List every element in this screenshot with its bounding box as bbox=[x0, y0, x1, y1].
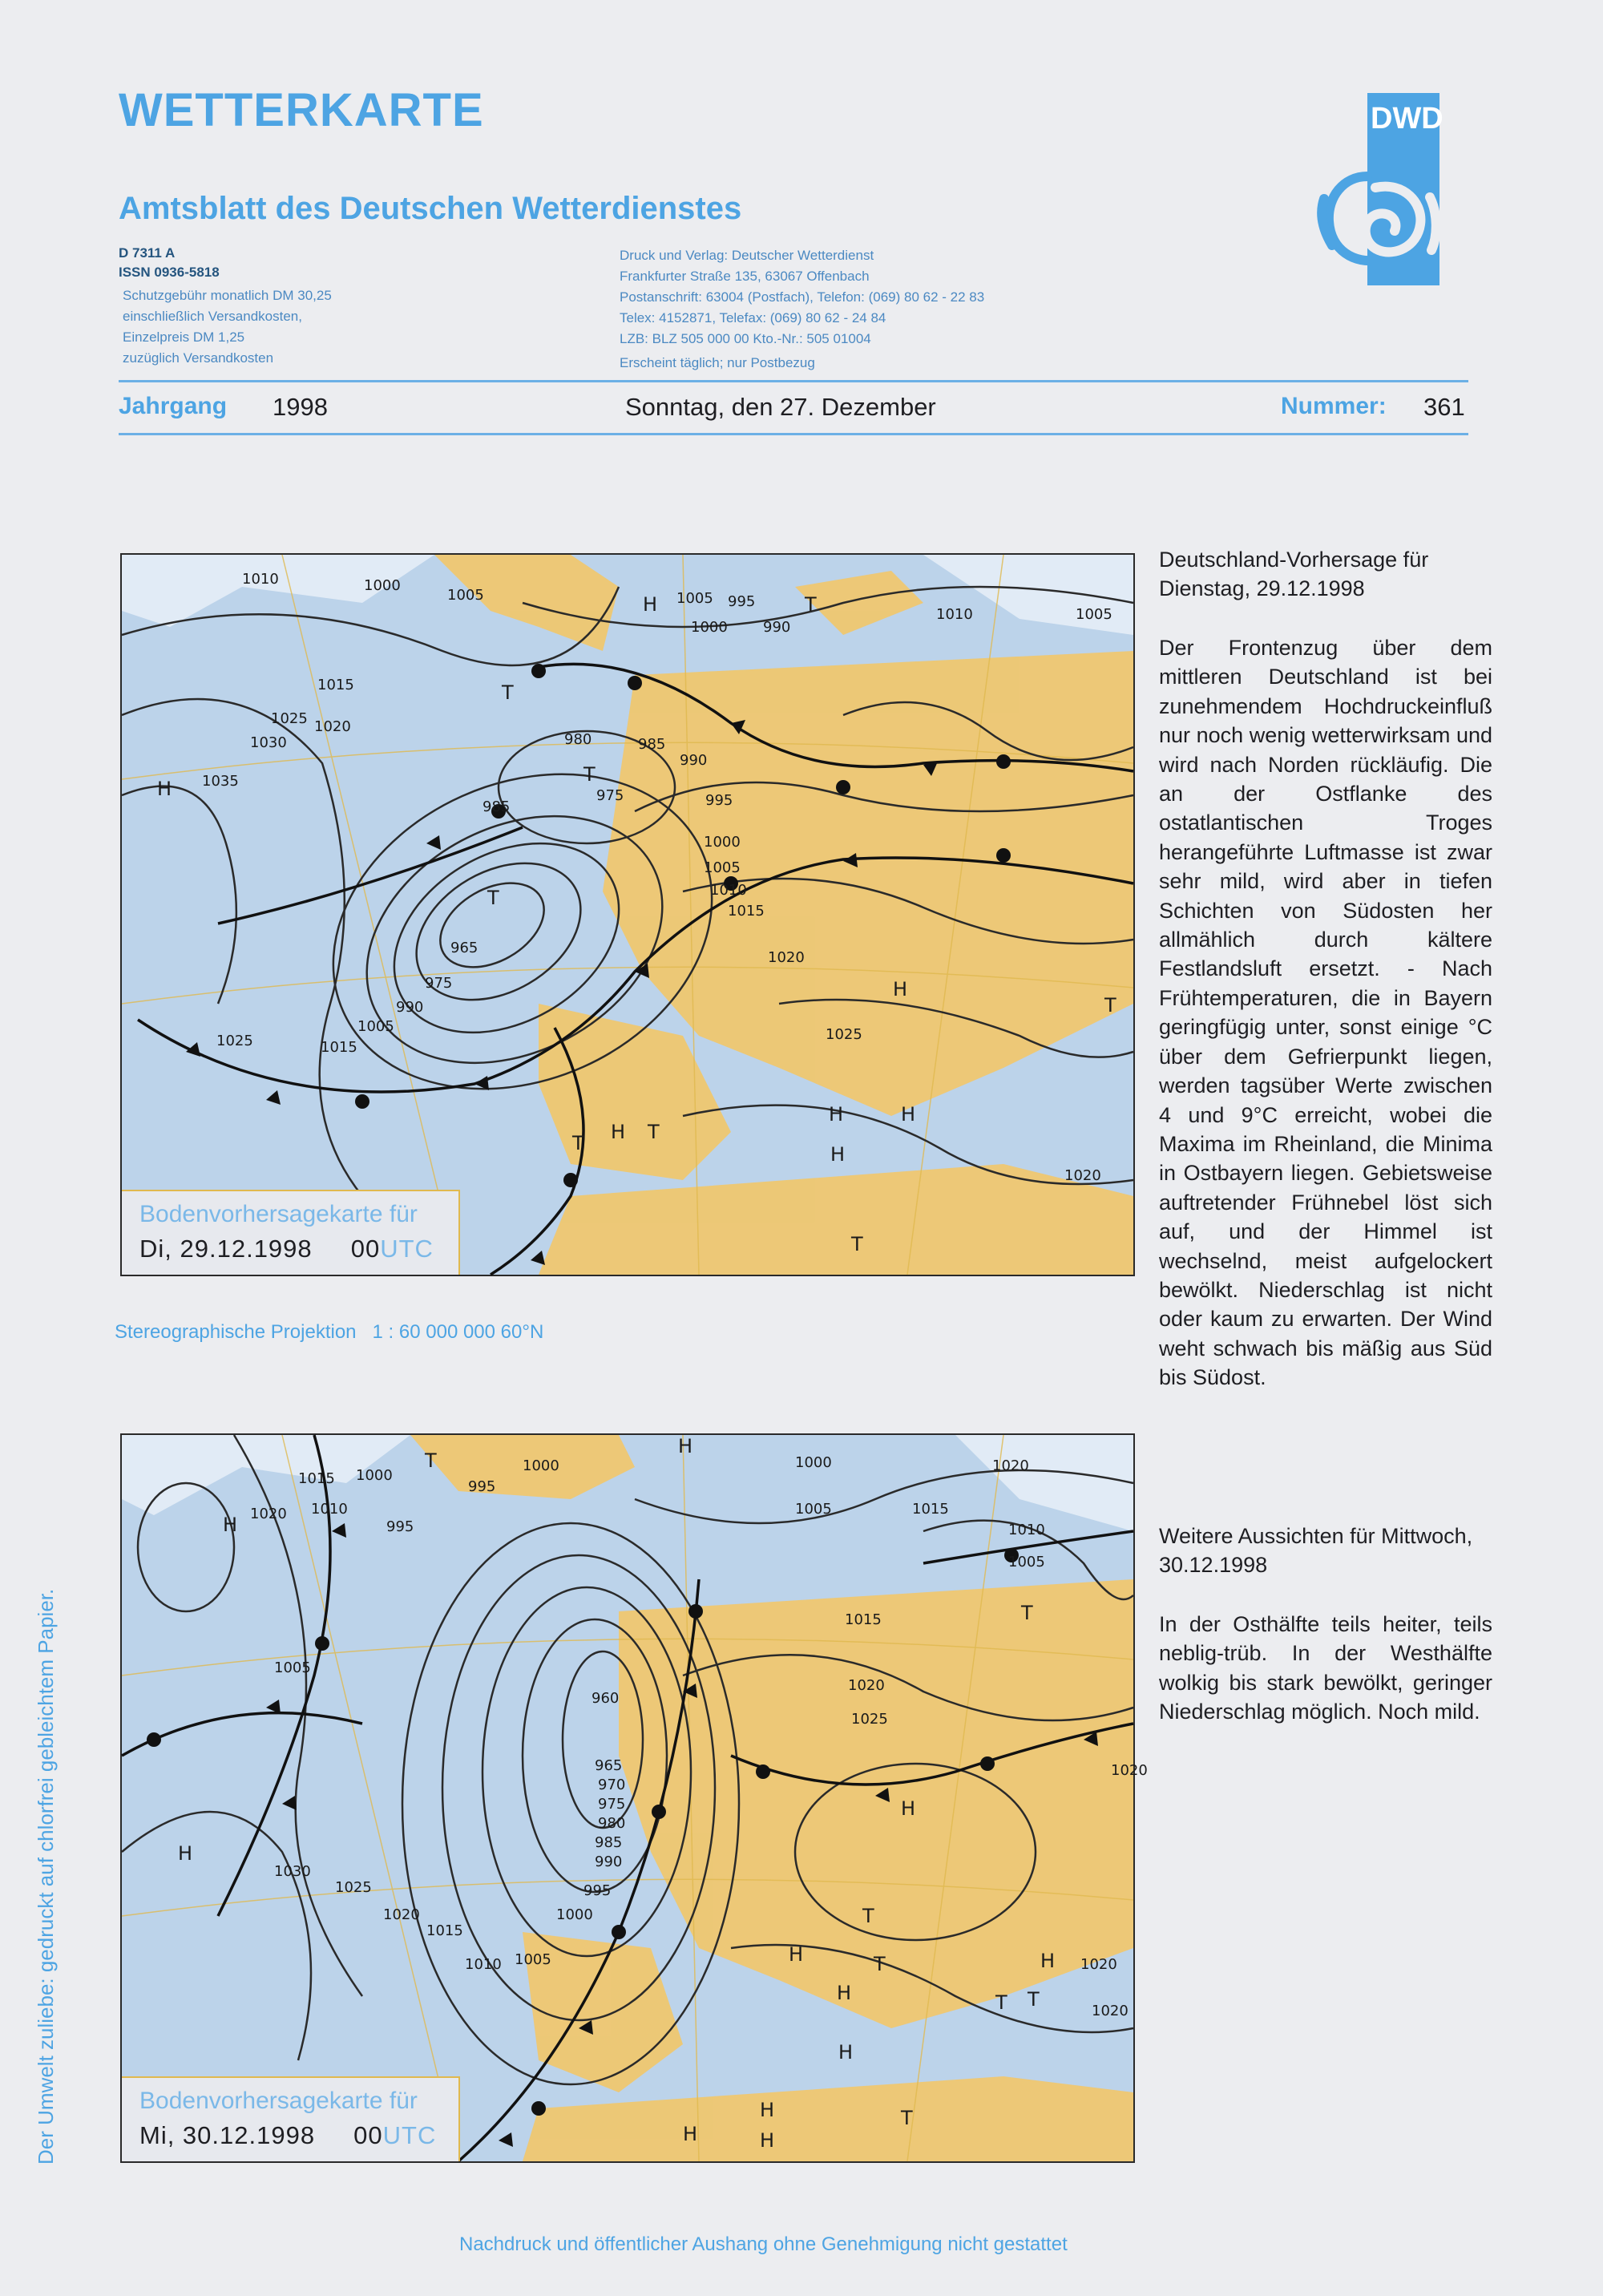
isobar-label: 1010 bbox=[242, 571, 279, 588]
dwd-logo bbox=[1319, 93, 1444, 285]
isobar-label: 1010 bbox=[936, 606, 973, 623]
publisher-line: Frankfurter Straße 135, 63067 Offenbach bbox=[620, 269, 870, 284]
isobar-label: 1015 bbox=[845, 1611, 882, 1628]
isobar-label: 1000 bbox=[364, 577, 401, 594]
pressure-center: H bbox=[837, 1982, 852, 2004]
pressure-center: T bbox=[1104, 994, 1116, 1017]
isobar-label: 1005 bbox=[1008, 1554, 1045, 1570]
map1-time: 00 bbox=[350, 1235, 381, 1263]
map2-date: Mi, 30.12.1998 bbox=[139, 2121, 316, 2149]
nummer-label: Nummer: bbox=[1281, 393, 1387, 419]
jahrgang-label: Jahrgang bbox=[119, 393, 228, 419]
isobar-label: 975 bbox=[425, 975, 453, 992]
pressure-center: H bbox=[789, 1943, 804, 1966]
isobar-label: 1005 bbox=[676, 590, 713, 607]
map2-time-unit: UTC bbox=[382, 2121, 437, 2149]
publisher-line: LZB: BLZ 505 000 00 Kto.-Nr.: 505 01004 bbox=[620, 331, 871, 346]
isobar-label: 1025 bbox=[271, 710, 308, 727]
environment-note: Der Umwelt zuliebe: gedruckt auf chlorfrei gebleichtem Papier. bbox=[34, 1588, 58, 2165]
isobar-label: 995 bbox=[583, 1882, 612, 1899]
isobar-label: 1015 bbox=[912, 1501, 949, 1518]
isobar-label: 995 bbox=[705, 792, 733, 809]
forecast2-heading: Weitere Aussichten für Mittwoch, 30.12.1998 bbox=[1159, 1524, 1473, 1578]
isobar-label: 1030 bbox=[250, 734, 287, 751]
pressure-center: T bbox=[805, 593, 817, 616]
isobar-label: 1015 bbox=[728, 903, 765, 920]
isobar-label: 1020 bbox=[1111, 1762, 1148, 1779]
projection-text: Stereographische Projektion bbox=[115, 1321, 357, 1343]
isobar-label: 975 bbox=[596, 787, 624, 804]
isobar-label: 1000 bbox=[523, 1457, 559, 1474]
isobar-label: 970 bbox=[598, 1777, 626, 1793]
isobar-label: 995 bbox=[386, 1518, 414, 1535]
forecast1-heading: Deutschland-Vorhersage für Dienstag, 29.12.1998 bbox=[1159, 548, 1429, 601]
pressure-center: H bbox=[893, 978, 908, 1000]
pressure-center: T bbox=[572, 1132, 584, 1154]
isobar-label: 985 bbox=[483, 798, 511, 815]
fee-line: Einzelpreis DM 1,25 bbox=[123, 329, 245, 345]
isobar-label: 980 bbox=[564, 731, 592, 748]
pressure-center: H bbox=[760, 2099, 775, 2121]
isobar-label: 1015 bbox=[298, 1470, 335, 1487]
isobar-label: 1005 bbox=[795, 1501, 832, 1518]
isobar-label: 1010 bbox=[710, 882, 747, 899]
issue-code: D 7311 A bbox=[119, 245, 176, 261]
rule-bottom bbox=[119, 433, 1468, 435]
issue-date: Sonntag, den 27. Dezember bbox=[625, 393, 936, 421]
isobar-label: 1020 bbox=[383, 1906, 420, 1923]
map2-drawing bbox=[122, 1435, 1148, 2161]
isobar-label: 1015 bbox=[321, 1039, 357, 1056]
fee-line: zuzüglich Versandkosten bbox=[123, 350, 274, 366]
isobar-label: 1025 bbox=[335, 1879, 372, 1896]
publisher-line: Druck und Verlag: Deutscher Wetterdienst bbox=[620, 248, 874, 263]
publication-frequency: Erscheint täglich; nur Postbezug bbox=[620, 355, 815, 370]
isobar-label: 1005 bbox=[1076, 606, 1112, 623]
pressure-center: H bbox=[178, 1842, 193, 1865]
pressure-center: H bbox=[223, 1514, 238, 1536]
isobar-label: 1035 bbox=[202, 773, 239, 790]
map1-caption-box bbox=[122, 1190, 460, 1275]
nummer-value: 361 bbox=[1423, 393, 1465, 421]
pressure-center: T bbox=[901, 2107, 913, 2129]
map2-valid-time bbox=[139, 2121, 436, 2150]
pressure-center: H bbox=[830, 1143, 846, 1166]
newspaper-title: WETTERKARTE bbox=[119, 84, 484, 136]
isobar-label: 985 bbox=[638, 736, 666, 753]
map1-caption: Bodenvorhersagekarte für bbox=[139, 1201, 418, 1227]
isobar-label: 1000 bbox=[556, 1906, 593, 1923]
fees-block bbox=[123, 285, 332, 369]
pressure-center: T bbox=[487, 887, 499, 909]
projection-note bbox=[115, 1321, 543, 1344]
isobar-label: 990 bbox=[763, 619, 791, 636]
jahrgang-value: 1998 bbox=[273, 393, 328, 421]
isobar-label: 1010 bbox=[311, 1501, 348, 1518]
pressure-center: H bbox=[829, 1103, 844, 1126]
pressure-center: T bbox=[425, 1449, 437, 1472]
isobar-label: 1005 bbox=[515, 1951, 551, 1968]
isobar-label: 1020 bbox=[768, 949, 805, 966]
newspaper-subtitle: Amtsblatt des Deutschen Wetterdienstes bbox=[119, 191, 742, 226]
map2-time: 00 bbox=[353, 2121, 383, 2149]
pressure-center: H bbox=[683, 2123, 698, 2145]
map2-caption: Bodenvorhersagekarte für bbox=[139, 2088, 418, 2114]
isobar-label: 965 bbox=[595, 1757, 623, 1774]
isobar-label: 960 bbox=[592, 1690, 620, 1707]
isobar-label: 1010 bbox=[1008, 1522, 1045, 1538]
rule-top bbox=[119, 380, 1468, 382]
forecast-map-tuesday bbox=[120, 553, 1135, 1276]
isobar-label: 995 bbox=[468, 1478, 496, 1495]
isobar-label: 1000 bbox=[795, 1454, 832, 1471]
pressure-center: H bbox=[901, 1103, 916, 1126]
publisher-line: Telex: 4152871, Telefax: (069) 80 62 - 24 84 bbox=[620, 310, 886, 325]
pressure-center: H bbox=[157, 778, 172, 800]
isobar-label: 1020 bbox=[1092, 2003, 1129, 2019]
isobar-label: 1020 bbox=[848, 1677, 885, 1694]
fee-line: Schutzgebühr monatlich DM 30,25 bbox=[123, 288, 332, 303]
isobar-label: 1005 bbox=[447, 587, 484, 604]
pressure-center: T bbox=[1021, 1602, 1033, 1624]
pressure-center: T bbox=[502, 681, 514, 704]
isobar-label: 990 bbox=[595, 1853, 623, 1870]
map1-time-unit: UTC bbox=[380, 1235, 434, 1263]
isobar-label: 1025 bbox=[826, 1026, 862, 1043]
isobar-label: 975 bbox=[598, 1796, 626, 1813]
isobar-label: 1025 bbox=[216, 1033, 253, 1049]
issn: ISSN 0936-5818 bbox=[119, 265, 220, 280]
pressure-center: H bbox=[611, 1121, 626, 1143]
projection-scale: 1 : 60 000 000 60°N bbox=[372, 1321, 544, 1343]
isobar-label: 1030 bbox=[274, 1863, 311, 1880]
isobar-label: 980 bbox=[598, 1815, 626, 1832]
isobar-label: 1020 bbox=[1080, 1956, 1117, 1973]
pressure-center: T bbox=[995, 1991, 1007, 2014]
isobar-label: 1000 bbox=[356, 1467, 393, 1484]
isobar-label: 965 bbox=[450, 940, 478, 956]
map1-valid-time bbox=[139, 1235, 434, 1263]
isobar-label: 1000 bbox=[691, 619, 728, 636]
copyright-footer: Nachdruck und öffentlicher Aushang ohne Genehmigung nicht gestattet bbox=[459, 2233, 1068, 2255]
isobar-label: 1010 bbox=[465, 1956, 502, 1973]
map1-drawing bbox=[122, 555, 1133, 1275]
isobar-label: 1015 bbox=[426, 1922, 463, 1939]
pressure-center: T bbox=[583, 763, 596, 786]
isobar-label: 985 bbox=[595, 1834, 623, 1851]
isobar-label: 1005 bbox=[274, 1659, 311, 1676]
isobar-label: 1020 bbox=[314, 718, 351, 735]
pressure-center: H bbox=[838, 2041, 854, 2064]
isobar-label: 1000 bbox=[704, 834, 741, 851]
pressure-center: T bbox=[1028, 1988, 1040, 2011]
isobar-label: 1020 bbox=[1064, 1167, 1101, 1184]
publisher-block bbox=[620, 245, 984, 350]
isobar-label: 990 bbox=[396, 999, 424, 1016]
forecast1-body: Der Frontenzug über dem mittleren Deutschland ist bei zunehmendem Hochdruckeinfluß nur noch wenig wetterwirksam und wird nach Norden rückläufig. Die an der Ostflanke des ostatlantischen Troges herangeführte Luftmasse ist zwar sehr mild, wird aber in tiefen Schichten von Südosten her allmählich durch kältere Festlandsluft ersetzt. - Nach Frühtemperaturen, die in Bayern geringfügig unter, sonst einige °C über dem Gefrierpunkt liegen, werden tagsüber Werte zwischen 4 und 9°C erreicht, wobei die Maxima im Rheinland, die Minima in Ostbayern liegen. Gebietsweise auftretender Frühnebel löst sich auf, und der Himmel ist wechselnd, meist aufgelockert bewölkt. Niederschlag ist nicht oder kaum zu erwarten. Der Wind weht schwach bis mäßig aus Süd bis Südost. bbox=[1159, 636, 1492, 1390]
pressure-center: H bbox=[678, 1435, 693, 1457]
isobar-label: 995 bbox=[728, 593, 756, 610]
dwd-logo-text: DWD bbox=[1371, 102, 1444, 135]
map2-caption-box bbox=[122, 2076, 460, 2161]
isobar-label: 1025 bbox=[851, 1711, 888, 1728]
isobar-label: 1020 bbox=[992, 1457, 1029, 1474]
forecast2-body: In der Osthälfte teils heiter, teils neblig-trüb. In der Westhälfte wolkig bis stark bewölkt, geringer Niederschlag möglich. Noch mild. bbox=[1159, 1612, 1492, 1724]
isobar-label: 1005 bbox=[357, 1018, 394, 1035]
pressure-center: H bbox=[760, 2129, 775, 2152]
pressure-center: H bbox=[1040, 1950, 1056, 1972]
forecast-map-wednesday bbox=[120, 1433, 1148, 2163]
pressure-center: H bbox=[901, 1797, 916, 1820]
isobar-label: 990 bbox=[680, 752, 708, 769]
map1-date: Di, 29.12.1998 bbox=[139, 1235, 313, 1263]
pressure-center: T bbox=[851, 1233, 863, 1255]
pressure-center: T bbox=[874, 1953, 886, 1975]
publisher-line: Postanschrift: 63004 (Postfach), Telefon: (069) 80 62 - 22 83 bbox=[620, 289, 985, 305]
isobar-label: 1005 bbox=[704, 859, 741, 876]
publication-ids bbox=[119, 244, 220, 282]
pressure-center: H bbox=[643, 593, 658, 616]
pressure-center: T bbox=[648, 1121, 660, 1143]
isobar-label: 1020 bbox=[250, 1506, 287, 1522]
fee-line: einschließlich Versandkosten, bbox=[123, 309, 302, 324]
isobar-label: 1015 bbox=[317, 677, 354, 693]
pressure-center: T bbox=[862, 1905, 874, 1927]
